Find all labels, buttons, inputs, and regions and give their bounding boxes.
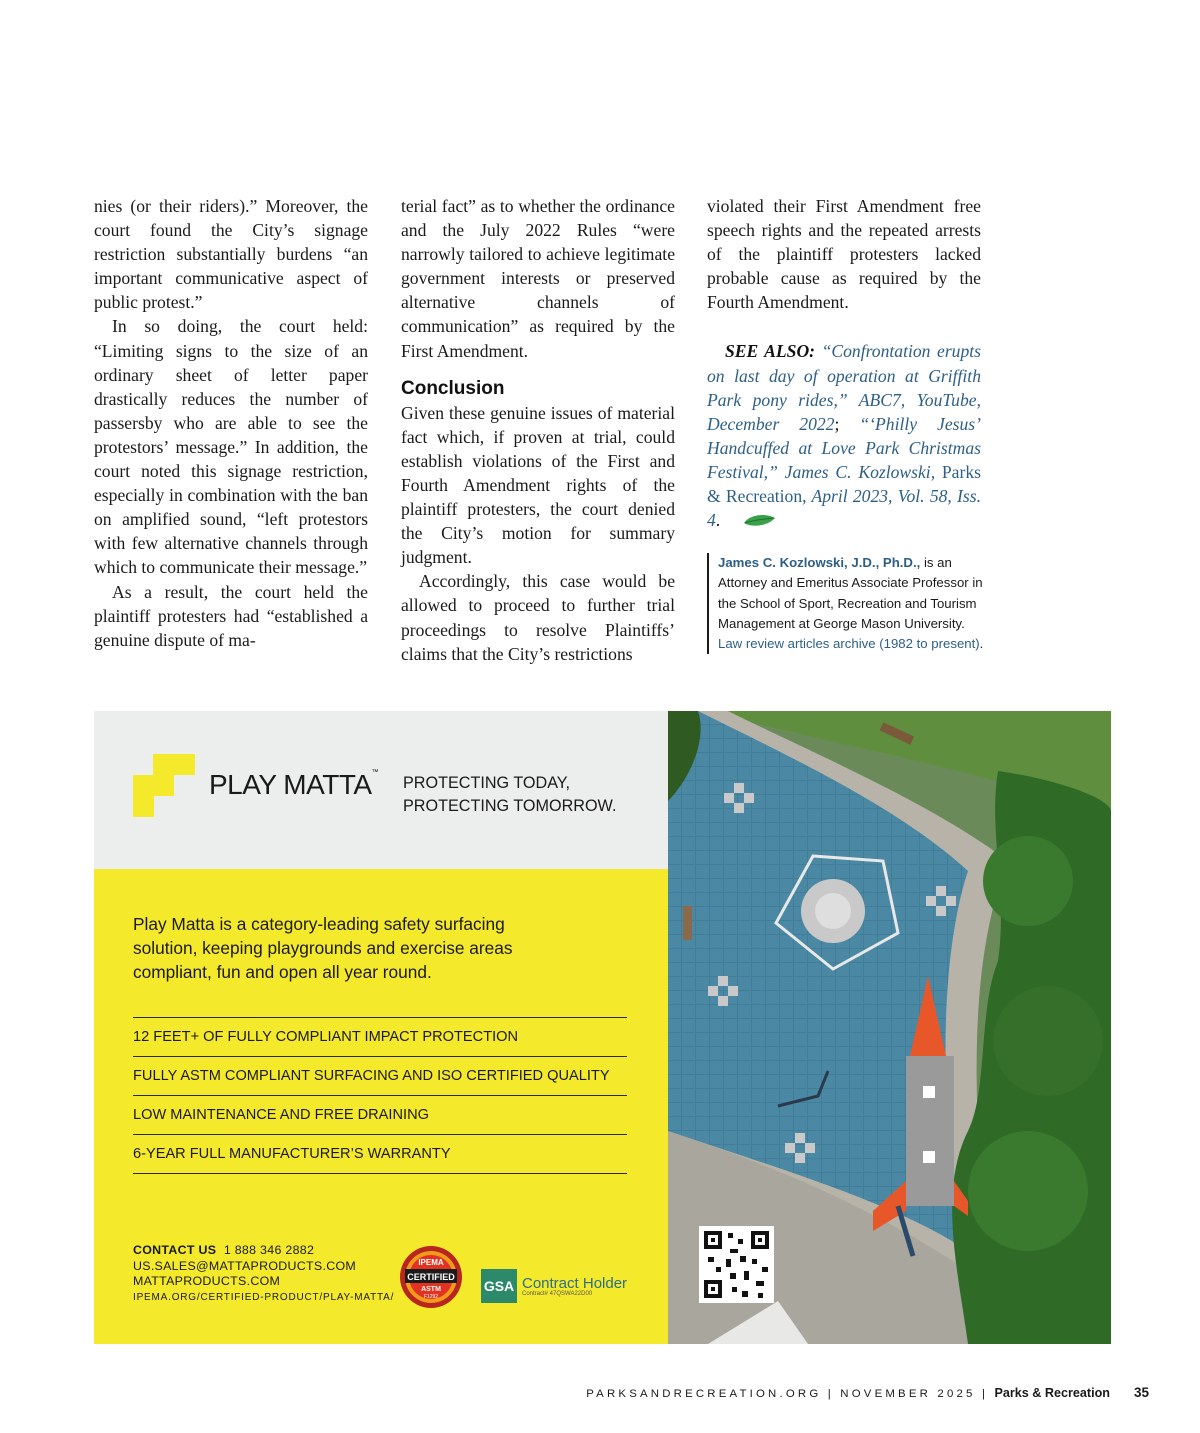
paragraph: As a result, the court held the plaintiff protesters had “established a genuine dispute of ma- [94, 581, 368, 650]
publication-title[interactable]: Parks & Recreation, [707, 461, 981, 507]
footer-magazine: Parks & Recreation [994, 1386, 1110, 1400]
ipema-certified-seal-icon [399, 1245, 463, 1314]
seal-bot-text: ASTM [421, 1286, 441, 1293]
email-link[interactable]: US.SALES@MATTAPRODUCTS.COM [133, 1258, 357, 1273]
article-column-1 [94, 194, 368, 652]
paragraph: nies (or their riders).” Moreover, the court found the City’s signage restriction substantially burdens “an important communicative aspect of public protest.” [94, 196, 368, 313]
paragraph: violated their First Amendment free speech rights and the repeated arrests of the plaintiff protesters lacked probable cause as required by the Fourth Amendment. [707, 196, 981, 313]
ad-contact [133, 1243, 394, 1305]
author-bio: James C. Kozlowski, J.D., Ph.D., is an Attorney and Emeritus Associate Professor in the School of Sport, Recreation and Tourism Management at George Mason University. Law review articles archive (1982 to present). [707, 553, 990, 654]
phone-number[interactable]: 1 888 346 2882 [223, 1243, 315, 1257]
section-heading: Conclusion [401, 377, 505, 399]
page-number: 35 [1133, 1385, 1149, 1400]
paragraph: terial fact” as to whether the ordinance and the July 2022 Rules “were narrowly tailored to achieve legitimate government interests or preserved alternative channels of communication” as required by the First Amendment. [401, 196, 675, 361]
feature-item: 12 FEET+ OF FULLY COMPLIANT IMPACT PROTECTION [133, 1018, 627, 1057]
paragraph: Accordingly, this case would be allowed to proceed to further trial proceedings to resolve Plaintiffs’ claims that the City’s restrictions [401, 571, 675, 664]
page-footer: PARKSANDRECREATION.ORG | NOVEMBER 2025 | Parks & Recreation 35 [586, 1385, 1149, 1400]
contact-label: CONTACT US [133, 1243, 217, 1257]
paragraph: Given these genuine issues of material fact which, if proven at trial, could establish violations of the First and Fourth Amendment rights of the plaintiff protesters, the court denied the City’s motion for summary judgment. [401, 402, 675, 568]
feature-item: 6-YEAR FULL MANUFACTURER’S WARRANTY [133, 1135, 627, 1174]
playground-photo [668, 711, 1111, 1344]
see-also-link-1[interactable]: “Confrontation erupts on last day of operation at Griffith Park pony rides,” ABC7, YouTube, December 2022 [707, 341, 981, 434]
seal-top-text: IPEMA [418, 1258, 444, 1267]
gsa-title: Contract Holder [522, 1274, 628, 1292]
website-link[interactable]: MATTAPRODUCTS.COM [133, 1274, 281, 1288]
ad-header [94, 711, 668, 869]
footer-issue: NOVEMBER 2025 [840, 1388, 976, 1400]
issue-ref[interactable]: April 2023, Vol. 58, Iss. 4 [707, 486, 981, 531]
article-column-2 [401, 194, 675, 666]
author-name: James C. Kozlowski, J.D., Ph.D., [718, 555, 921, 570]
leaf-icon [724, 510, 776, 534]
brand-name: PLAY MATTA™ [209, 769, 379, 800]
gsa-badge [481, 1269, 627, 1303]
feature-item: FULLY ASTM COMPLIANT SURFACING AND ISO CERTIFIED QUALITY [133, 1057, 627, 1096]
ad-tagline: PROTECTING TODAY, PROTECTING TOMORROW. [403, 774, 617, 815]
footer-site[interactable]: PARKSANDRECREATION.ORG [586, 1388, 822, 1400]
feature-list [133, 1017, 627, 1174]
archive-link[interactable]: Law review articles archive (1982 to present) [718, 636, 980, 652]
gsa-number: Contract# 47QSWA22D00 [522, 1290, 593, 1297]
feature-item: LOW MAINTENANCE AND FREE DRAINING [133, 1096, 627, 1135]
gsa-logo: GSA [481, 1269, 517, 1303]
seal-mid-text: CERTIFIED [407, 1272, 455, 1282]
play-matta-logo-icon [133, 754, 195, 822]
ipema-link[interactable]: IPEMA.ORG/CERTIFIED-PRODUCT/PLAY-MATTA/ [133, 1291, 395, 1303]
article-column-3 [707, 194, 981, 534]
ad-description: Play Matta is a category-leading safety surfacing solution, keeping playgrounds and exercise areas compliant, fun and open all year round. [133, 914, 513, 983]
see-also-link-2[interactable]: “‘Philly Jesus’ Handcuffed at Love Park Christmas Festival,” James C. Kozlowski, [707, 413, 981, 482]
see-also-label: SEE ALSO: [725, 341, 816, 362]
see-also: SEE ALSO: “Confrontation erupts on last day of operation at Griffith Park pony rides,” ABC7, YouTube, December 2022; “‘Philly Jesus’ Handcuffed at Love Park Christmas Festival,” James C. Kozlowski, Parks & Recreation, April 2023, Vol. 58, Iss. 4. [707, 339, 981, 534]
seal-code-text: F1292 [423, 1294, 439, 1300]
paragraph: In so doing, the court held: “Limiting signs to the size of an ordinary sheet of letter paper drastically reduces the number of passersby who are able to see the protestors’ message.” In addition, the court noted this signage restriction, especially in combination with the ban on amplified sound, “left protestors with few alternative channels through which to communicate their message.” [94, 316, 368, 578]
advertisement[interactable] [94, 711, 1111, 1344]
